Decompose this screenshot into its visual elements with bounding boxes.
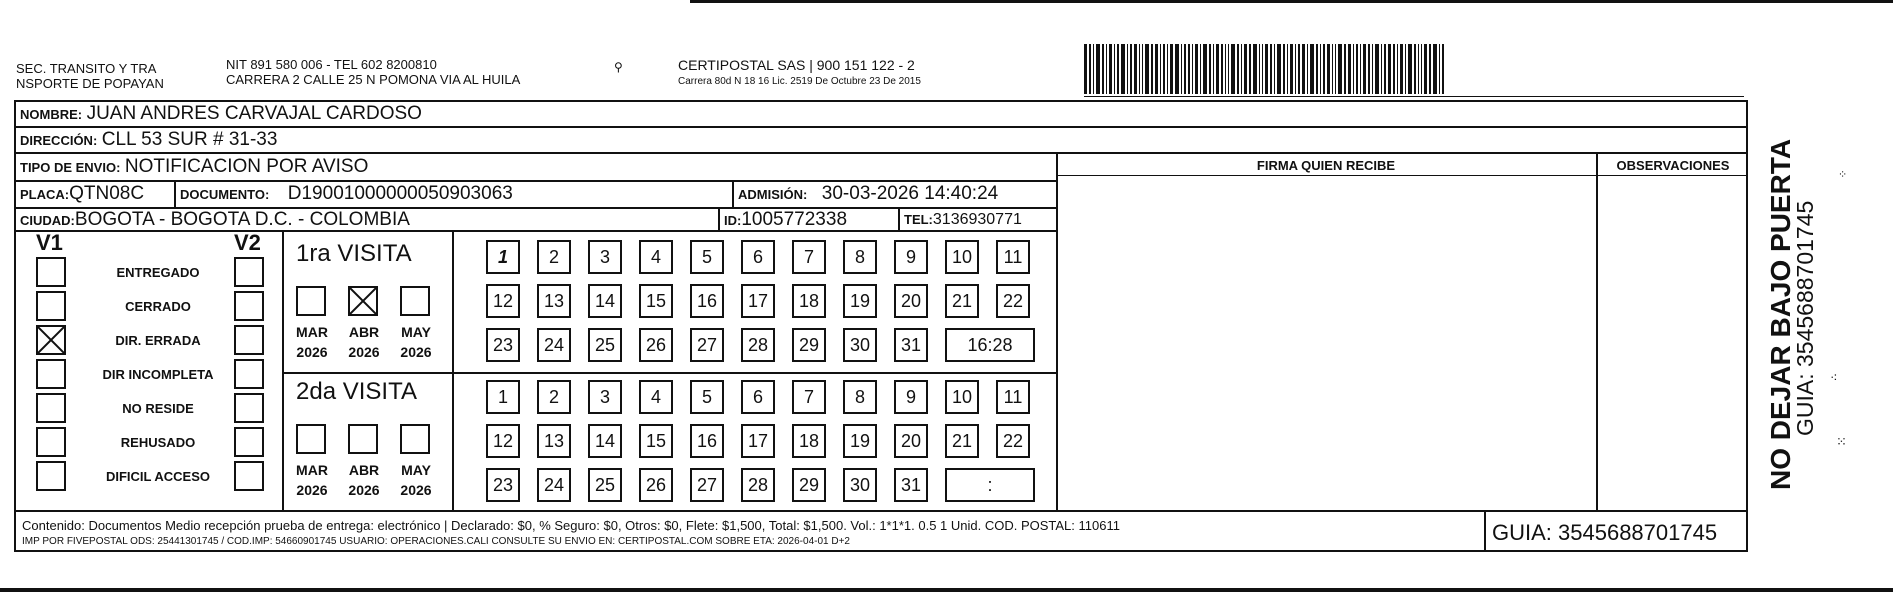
barcode-bar xyxy=(1084,44,1087,94)
placa-value: QTN08C xyxy=(69,183,145,204)
v1-checkbox[interactable] xyxy=(36,461,66,491)
id-label: ID: xyxy=(724,213,742,228)
day-box[interactable]: 25 xyxy=(588,468,622,502)
day-box[interactable]: 21 xyxy=(945,424,979,458)
barcode-bar xyxy=(1397,44,1398,94)
v1-checkbox[interactable] xyxy=(36,325,66,355)
id-divider xyxy=(718,207,720,230)
barcode-bar xyxy=(1170,44,1173,94)
direccion-row xyxy=(20,129,277,151)
barcode-bar xyxy=(1372,44,1373,94)
year-label: 2026 xyxy=(348,482,380,498)
barcode-bar xyxy=(1188,44,1190,94)
barcode-bar xyxy=(1139,44,1140,94)
barcode-bar xyxy=(1335,44,1336,94)
month-checkbox[interactable] xyxy=(296,424,326,454)
day-box[interactable]: 14 xyxy=(588,284,622,318)
nit-line1: NIT 891 580 006 - TEL 602 8200810 xyxy=(226,57,437,72)
barcode-bar xyxy=(1287,44,1288,94)
day-box[interactable]: 6 xyxy=(741,240,775,274)
v1-checkbox[interactable] xyxy=(36,393,66,423)
day-box[interactable]: 13 xyxy=(537,424,571,458)
barcode-bar xyxy=(1400,44,1403,94)
barcode-bar xyxy=(1221,44,1223,94)
day-box[interactable]: 15 xyxy=(639,424,673,458)
barcode-bar xyxy=(1375,44,1379,94)
barcode-bar xyxy=(1344,44,1346,94)
day-box[interactable]: 19 xyxy=(843,424,877,458)
day-box[interactable]: 1 xyxy=(486,380,520,414)
header-rule xyxy=(1084,96,1744,97)
day-box[interactable]: 29 xyxy=(792,328,826,362)
v2-checkbox[interactable] xyxy=(234,393,264,423)
day-box[interactable]: 6 xyxy=(741,380,775,414)
scan-speck: ⁘ xyxy=(1838,169,1848,181)
tipo-row xyxy=(20,156,368,178)
v2-checkbox[interactable] xyxy=(234,325,264,355)
time-box[interactable]: : xyxy=(945,468,1035,502)
day-box[interactable]: 9 xyxy=(894,240,928,274)
scan-speck: ⁖ xyxy=(1830,370,1838,385)
v1-checkbox[interactable] xyxy=(36,427,66,457)
ciudad-cell xyxy=(20,209,410,231)
day-box[interactable]: 22 xyxy=(996,284,1030,318)
day-box[interactable]: 14 xyxy=(588,424,622,458)
barcode-bar xyxy=(1424,44,1427,94)
day-box[interactable]: 31 xyxy=(894,328,928,362)
firma-left-line xyxy=(1056,152,1058,510)
barcode-bar xyxy=(1320,44,1321,94)
barcode-bar xyxy=(1384,44,1386,94)
day-box[interactable]: 11 xyxy=(996,380,1030,414)
firma-header-line xyxy=(1056,175,1748,176)
barcode-bar xyxy=(1151,44,1153,94)
barcode-bar xyxy=(1332,44,1333,94)
day-box[interactable]: 10 xyxy=(945,380,979,414)
visit-divider xyxy=(452,230,454,510)
barcode-bar xyxy=(1213,44,1214,94)
footer-guia: GUIA: 3545688701745 xyxy=(1492,520,1718,545)
second-visit-label: 2da VISITA xyxy=(296,378,417,405)
direccion-value: CLL 53 SUR # 31-33 xyxy=(101,129,278,150)
nombre-label: NOMBRE: xyxy=(20,107,83,122)
v2-checkbox[interactable] xyxy=(234,427,264,457)
day-box[interactable]: 28 xyxy=(741,328,775,362)
day-box[interactable]: 1 xyxy=(486,240,520,274)
barcode-bar xyxy=(1093,44,1094,94)
day-box[interactable]: 3 xyxy=(588,240,622,274)
day-box[interactable]: 12 xyxy=(486,424,520,458)
placa-label: PLACA: xyxy=(20,187,70,202)
nombre-value: JUAN ANDRES CARVAJAL CARDOSO xyxy=(86,103,422,124)
day-box[interactable]: 7 xyxy=(792,240,826,274)
barcode-bar xyxy=(1290,44,1293,94)
barcode-bar xyxy=(1327,44,1330,94)
barcode-bar xyxy=(1298,44,1300,94)
nit-line2: CARRERA 2 CALLE 25 N POMONA VIA AL HUILA xyxy=(226,72,521,87)
barcode-bar xyxy=(1134,44,1137,94)
month-checkbox[interactable] xyxy=(400,424,430,454)
barcode-bar xyxy=(1102,44,1104,94)
sender-line1: SEC. TRANSITO Y TRA xyxy=(16,61,157,76)
barcode-bar xyxy=(1145,44,1149,94)
barcode-bar xyxy=(1295,44,1296,94)
documento-value: D19001000000050903063 xyxy=(287,183,513,204)
barcode-bar xyxy=(1421,44,1422,94)
month-checkbox[interactable] xyxy=(348,424,378,454)
observaciones-label: OBSERVACIONES xyxy=(1616,158,1730,173)
footer-line xyxy=(14,510,1748,512)
barcode-bar xyxy=(1127,44,1128,94)
placa-divider xyxy=(174,180,176,207)
day-box[interactable]: 8 xyxy=(843,380,877,414)
barcode-bar xyxy=(1307,44,1308,94)
day-box[interactable]: 26 xyxy=(639,328,673,362)
barcode-bar xyxy=(1155,44,1158,94)
row-line-2 xyxy=(14,152,1748,154)
barcode-bar xyxy=(1117,44,1119,94)
row-line-3 xyxy=(14,180,1056,182)
barcode-bar xyxy=(1089,44,1091,94)
top-border-line xyxy=(690,0,1893,3)
day-box[interactable]: 2 xyxy=(537,380,571,414)
tipo-label: TIPO DE ENVIO: xyxy=(20,160,121,175)
day-box[interactable]: 5 xyxy=(690,240,724,274)
status-label: CERRADO xyxy=(125,299,191,314)
v2-checkbox[interactable] xyxy=(234,359,264,389)
barcode-bar xyxy=(1200,44,1201,94)
day-box[interactable]: 10 xyxy=(945,240,979,274)
id-value: 1005772338 xyxy=(741,209,848,230)
sender-line2: NSPORTE DE POPAYAN xyxy=(16,76,164,91)
tel-value: 3136930771 xyxy=(932,211,1022,228)
barcode-bar xyxy=(1360,44,1361,94)
barcode-bar xyxy=(1265,44,1268,94)
day-box[interactable]: 16 xyxy=(690,284,724,318)
status-label: ENTREGADO xyxy=(116,265,200,280)
nombre-row xyxy=(20,103,422,125)
month-label: MAR xyxy=(296,324,328,340)
day-box[interactable]: 4 xyxy=(639,380,673,414)
month-checkbox[interactable] xyxy=(296,286,326,316)
barcode-bar xyxy=(1283,44,1285,94)
day-box[interactable]: 17 xyxy=(741,424,775,458)
barcode-bar xyxy=(1203,44,1207,94)
tel-label: TEL: xyxy=(904,212,933,227)
day-box[interactable]: 2 xyxy=(537,240,571,274)
footer-line1: Contenido: Documentos Medio recepción prueba de entrega: electrónico | Declarado: $0, % Seguro: $0, Otros: $0, Flete: $1,500, Total: $1,500. Vol.: 1*1*1. 0.5 1 Unid. COD. POSTAL: 110611 xyxy=(22,518,1120,533)
v1-label: V1 xyxy=(36,230,63,255)
barcode-bar xyxy=(1274,44,1275,94)
carrier-block xyxy=(678,57,1038,87)
barcode-bar xyxy=(1184,44,1186,94)
barcode-bar xyxy=(1121,44,1125,94)
day-box[interactable]: 12 xyxy=(486,284,520,318)
barcode-bar xyxy=(1181,44,1182,94)
barcode-bar xyxy=(1106,44,1107,94)
day-box[interactable]: 3 xyxy=(588,380,622,414)
documento-cell xyxy=(180,183,513,205)
status-label: DIR. ERRADA xyxy=(115,333,201,348)
barcode-bar xyxy=(1253,44,1257,94)
barcode-bar xyxy=(1241,44,1242,94)
barcode-bar xyxy=(1277,44,1281,94)
row-line-1 xyxy=(14,126,1748,128)
barcode-bar xyxy=(1096,44,1100,94)
placa-cell xyxy=(20,183,144,205)
barcode-bar xyxy=(1259,44,1260,94)
year-label: 2026 xyxy=(348,344,380,360)
day-box[interactable]: 18 xyxy=(792,424,826,458)
status-label: DIR INCOMPLETA xyxy=(102,367,214,382)
ciudad-value: BOGOTA - BOGOTA D.C. - COLOMBIA xyxy=(74,209,410,230)
day-box[interactable]: 27 xyxy=(690,468,724,502)
day-box[interactable]: 23 xyxy=(486,468,520,502)
tel-cell xyxy=(904,211,1022,229)
barcode-bar xyxy=(1175,44,1179,94)
barcode-bar xyxy=(1195,44,1198,94)
barcode-bar xyxy=(1414,44,1416,94)
day-box[interactable]: 4 xyxy=(639,240,673,274)
visit-separator xyxy=(282,372,1056,374)
month-label: ABR xyxy=(348,324,380,340)
barcode-bar xyxy=(1368,44,1370,94)
year-label: 2026 xyxy=(296,344,328,360)
month-checkbox[interactable] xyxy=(400,286,430,316)
barcode-bar xyxy=(1381,44,1382,94)
tel-divider xyxy=(898,207,900,230)
barcode-bar xyxy=(1348,44,1351,94)
day-box[interactable]: 31 xyxy=(894,468,928,502)
barcode-bar xyxy=(1167,44,1168,94)
barcode-bar xyxy=(1109,44,1112,94)
ciudad-label: CIUDAD: xyxy=(20,213,75,228)
day-box[interactable]: 26 xyxy=(639,468,673,502)
day-box[interactable]: 17 xyxy=(741,284,775,318)
day-box[interactable]: 8 xyxy=(843,240,877,274)
admision-value: 30-03-2026 14:40:24 xyxy=(821,183,999,204)
firma-label: FIRMA QUIEN RECIBE xyxy=(1256,158,1396,173)
day-box[interactable]: 11 xyxy=(996,240,1030,274)
day-box[interactable]: 30 xyxy=(843,468,877,502)
v1-checkbox[interactable] xyxy=(36,359,66,389)
barcode-bar xyxy=(1356,44,1358,94)
day-box[interactable]: 23 xyxy=(486,328,520,362)
barcode-bar xyxy=(1228,44,1229,94)
year-label: 2026 xyxy=(400,482,432,498)
month-label: ABR xyxy=(348,462,380,478)
id-cell xyxy=(724,209,847,231)
barcode-bar xyxy=(1429,44,1431,94)
direccion-label: DIRECCIÓN: xyxy=(20,133,98,148)
barcode-bar xyxy=(1249,44,1251,94)
nit-block xyxy=(226,57,666,87)
v2-checkbox[interactable] xyxy=(234,291,264,321)
footer-guia-divider xyxy=(1484,510,1486,552)
status-label: NO RESIDE xyxy=(122,401,194,416)
barcode-bar xyxy=(1363,44,1366,94)
barcode-bar xyxy=(1302,44,1305,94)
barcode-bar xyxy=(1310,44,1314,94)
scan-speck: ⁙ xyxy=(1836,434,1847,449)
documento-label: DOCUMENTO: xyxy=(180,187,270,202)
status-label: REHUSADO xyxy=(120,435,196,450)
obs-left-line xyxy=(1596,152,1598,510)
admision-cell xyxy=(738,183,998,205)
bottom-border-line xyxy=(0,588,1893,592)
barcode-bar xyxy=(1433,44,1437,94)
day-box[interactable]: 19 xyxy=(843,284,877,318)
day-box[interactable]: 16 xyxy=(690,424,724,458)
barcode-bar xyxy=(1408,44,1412,94)
barcode-bar xyxy=(1353,44,1354,94)
day-box[interactable]: 20 xyxy=(894,284,928,318)
day-box[interactable]: 25 xyxy=(588,328,622,362)
barcode-bar xyxy=(1439,44,1440,94)
first-visit-label: 1ra VISITA xyxy=(296,240,412,267)
carrier-line2: Carrera 80d N 18 16 Lic. 2519 De Octubre 23 De 2015 xyxy=(678,76,921,87)
year-label: 2026 xyxy=(296,482,328,498)
admision-label: ADMISIÓN: xyxy=(738,187,808,202)
day-box[interactable]: 9 xyxy=(894,380,928,414)
barcode-bar xyxy=(1442,44,1444,94)
barcode-bar xyxy=(1323,44,1325,94)
barcode-bar xyxy=(1244,44,1247,94)
barcode-bar xyxy=(1262,44,1263,94)
carrier-line1: CERTIPOSTAL SAS | 900 151 122 - 2 xyxy=(678,57,915,73)
day-box[interactable]: 29 xyxy=(792,468,826,502)
tipo-value: NOTIFICACION POR AVISO xyxy=(124,156,369,177)
day-box[interactable]: 18 xyxy=(792,284,826,318)
barcode-bar xyxy=(1231,44,1235,94)
day-box[interactable]: 13 xyxy=(537,284,571,318)
year-label: 2026 xyxy=(400,344,432,360)
admision-divider xyxy=(732,180,734,207)
day-box[interactable]: 24 xyxy=(537,468,571,502)
day-box[interactable]: 20 xyxy=(894,424,928,458)
month-label: MAR xyxy=(296,462,328,478)
day-box[interactable]: 15 xyxy=(639,284,673,318)
month-label: MAY xyxy=(401,462,431,478)
barcode-bar xyxy=(1237,44,1239,94)
barcode-bar xyxy=(1209,44,1211,94)
footer-line2: IMP POR FIVEPOSTAL ODS: 25441301745 / COD.IMP: 54660901745 USUARIO: OPERACIONES.CALI CONSULTE SU ENVIO EN: CERTIPOSTAL.COM SOBRE ETA: 2026-04-01 D+2 xyxy=(22,536,850,547)
barcode-bar xyxy=(1270,44,1272,94)
day-box[interactable]: 5 xyxy=(690,380,724,414)
v2-checkbox[interactable] xyxy=(234,461,264,491)
barcode-bar xyxy=(1388,44,1391,94)
v1-checkbox[interactable] xyxy=(36,291,66,321)
barcode-bar xyxy=(1192,44,1193,94)
day-box[interactable]: 24 xyxy=(537,328,571,362)
day-box[interactable]: 30 xyxy=(843,328,877,362)
barcode-bar xyxy=(1316,44,1318,94)
pin-icon: ⚲ xyxy=(614,60,623,74)
barcode-bar xyxy=(1142,44,1143,94)
day-box[interactable]: 7 xyxy=(792,380,826,414)
barcode xyxy=(1084,44,1584,94)
side-guia: GUIA: 3545688701745 xyxy=(1792,200,1818,436)
v2-checkbox[interactable] xyxy=(234,257,264,287)
day-box[interactable]: 28 xyxy=(741,468,775,502)
barcode-bar xyxy=(1393,44,1395,94)
day-box[interactable]: 21 xyxy=(945,284,979,318)
side-warning: NO DEJAR BAJO PUERTA xyxy=(1765,138,1796,490)
barcode-bar xyxy=(1114,44,1115,94)
barcode-bar xyxy=(1160,44,1161,94)
barcode-bar xyxy=(1405,44,1406,94)
month-checkbox[interactable] xyxy=(348,286,378,316)
day-box[interactable]: 27 xyxy=(690,328,724,362)
sender-block xyxy=(16,61,226,91)
barcode-bar xyxy=(1130,44,1132,94)
status-divider xyxy=(282,230,284,510)
barcode-bar xyxy=(1163,44,1165,94)
v2-label: V2 xyxy=(234,230,261,255)
barcode-bar xyxy=(1216,44,1219,94)
barcode-bar xyxy=(1225,44,1226,94)
time-box[interactable]: 16:28 xyxy=(945,328,1035,362)
month-label: MAY xyxy=(401,324,431,340)
day-box[interactable]: 22 xyxy=(996,424,1030,458)
v1-checkbox[interactable] xyxy=(36,257,66,287)
barcode-bar xyxy=(1338,44,1342,94)
barcode-bar xyxy=(1418,44,1419,94)
status-label: DIFICIL ACCESO xyxy=(105,469,210,484)
